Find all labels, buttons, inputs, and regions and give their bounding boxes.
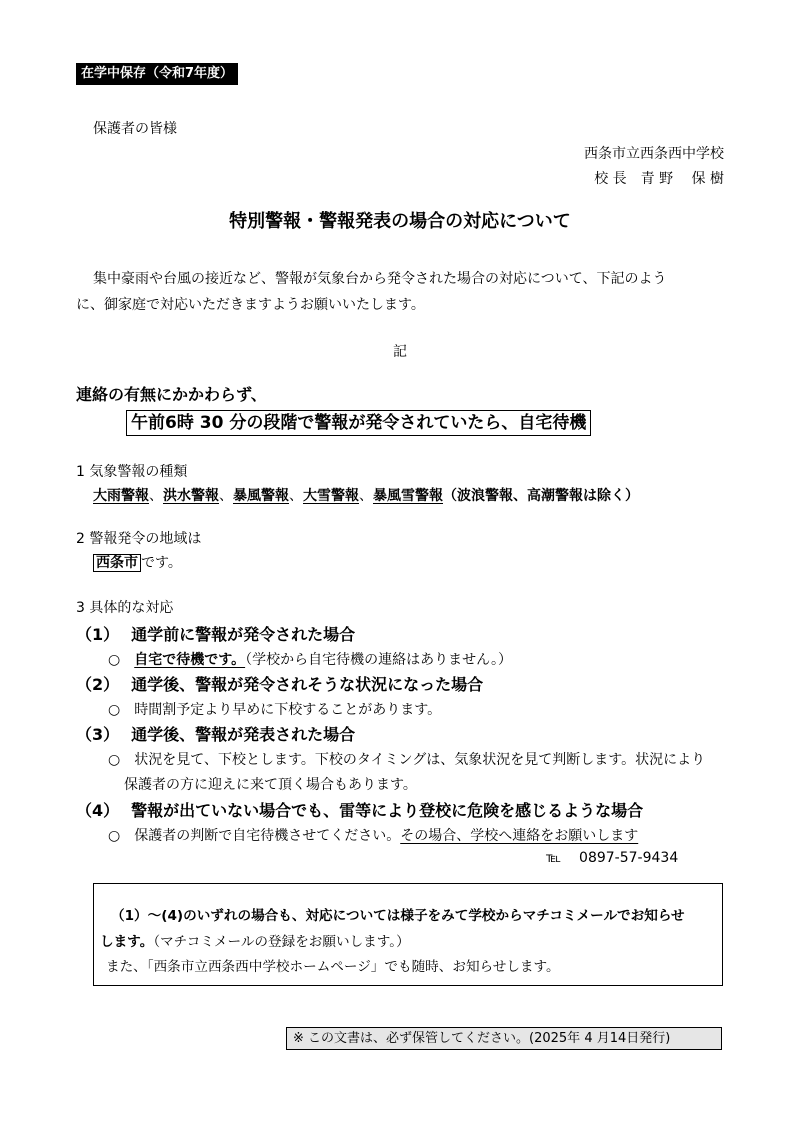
notice-line-3: また、「西条市立西条西中学校ホームページ」でも随時、お知らせします。 (106, 959, 560, 975)
case4-text-2: その場合、学校へ連絡をお願いします (400, 828, 639, 844)
warning-type: 暴風雪警報 (373, 488, 443, 504)
notice-box (93, 883, 723, 986)
section1-heading: 1 気象警報の種類 (76, 464, 188, 480)
case4-body (108, 825, 638, 845)
intro-line-1: 集中豪雨や台風の接近など、警報が気象台から発令された場合の対応について、下記のよう (93, 271, 667, 287)
case2-body (108, 699, 441, 719)
bullet: ○ (108, 828, 121, 844)
warning-type: 洪水警報 (163, 488, 219, 504)
case2-number: （2） (76, 675, 120, 694)
notice-line-2-rest: （マチコミメールの登録をお願いします。） (153, 934, 410, 950)
case2-text: 時間割予定より早めに下校することがあります。 (134, 702, 442, 718)
case3-text-1: 状況を見て、下校とします。下校のタイミングは、気象状況を見て判断します。状況により (134, 752, 706, 768)
case3-body-line-1 (108, 749, 705, 769)
school-name: 西条市立西条西中学校 (584, 146, 724, 162)
case3-body-line-2: 保護者の方に迎えに来て頂く場合もあります。 (124, 777, 417, 793)
notice-line-2 (100, 930, 410, 950)
section2-heading: 2 警報発令の地域は (76, 531, 202, 547)
case4-title: 警報が出ていない場合でも、雷等により登校に危険を感じるような場合 (131, 801, 644, 820)
headline-line-1: 連絡の有無にかかわらず、 (76, 385, 267, 404)
warning-types-line (93, 485, 639, 505)
case4-number: （4） (76, 801, 120, 820)
document-title: 特別警報・警報発表の場合の対応について (229, 211, 571, 232)
warning-type: 大雪警報 (303, 488, 359, 504)
exclusion-note: （波浪警報、高潮警報は除く） (443, 488, 639, 504)
case3-number: （3） (76, 725, 120, 744)
area-suffix: です。 (141, 555, 182, 571)
case1-heading (76, 622, 355, 645)
retention-label: 在学中保存（令和7年度） (76, 63, 238, 85)
case1-action: 自宅で待機です。 (134, 652, 246, 668)
case3-heading (76, 722, 355, 745)
case1-title: 通学前に警報が発令された場合 (131, 625, 356, 644)
tel-number: 0897-57-9434 (579, 850, 679, 866)
principal-name: 校 長 青 野 保 樹 (594, 171, 724, 187)
addressee: 保護者の皆様 (93, 121, 177, 137)
case1-number: （1） (76, 625, 120, 644)
footer-note: ※ この文書は、必ず保管してください。(2025年 4 月14日発行) (286, 1027, 722, 1050)
warning-type: 大雨警報 (93, 488, 149, 504)
separator: 、 (219, 488, 233, 504)
area-name: 西条市 (93, 554, 141, 572)
separator: 、 (149, 488, 163, 504)
case1-body (108, 649, 512, 669)
separator: 、 (359, 488, 373, 504)
warning-type: 暴風警報 (233, 488, 289, 504)
tel-line (546, 850, 678, 866)
area-line (93, 552, 182, 572)
case4-heading (76, 798, 643, 821)
case2-title: 通学後、警報が発令されそうな状況になった場合 (131, 675, 484, 694)
notice-line-2-bold: します。 (100, 934, 154, 950)
case2-heading (76, 672, 483, 695)
ki-mark: 記 (393, 344, 407, 360)
headline-line-2: 午前6時 30 分の段階で警報が発令されていたら、自宅待機 (126, 410, 591, 436)
case4-text-1: 保護者の判断で自宅待機させてください。 (134, 828, 401, 844)
section3-heading: 3 具体的な対応 (76, 600, 174, 616)
bullet: ○ (108, 702, 121, 718)
intro-line-2: に、御家庭で対応いただきますようお願いいたします。 (76, 297, 425, 313)
notice-line-1: （1）～(4)のいずれの場合も、対応については様子をみて学校からマチコミメールでお知らせ (111, 908, 685, 924)
bullet: ○ (108, 652, 121, 668)
case1-note: （学校から自宅待機の連絡はありません。） (245, 652, 512, 668)
bullet: ○ (108, 752, 121, 768)
separator: 、 (289, 488, 303, 504)
case3-title: 通学後、警報が発表された場合 (131, 725, 356, 744)
tel-icon: ℡ (546, 850, 562, 866)
